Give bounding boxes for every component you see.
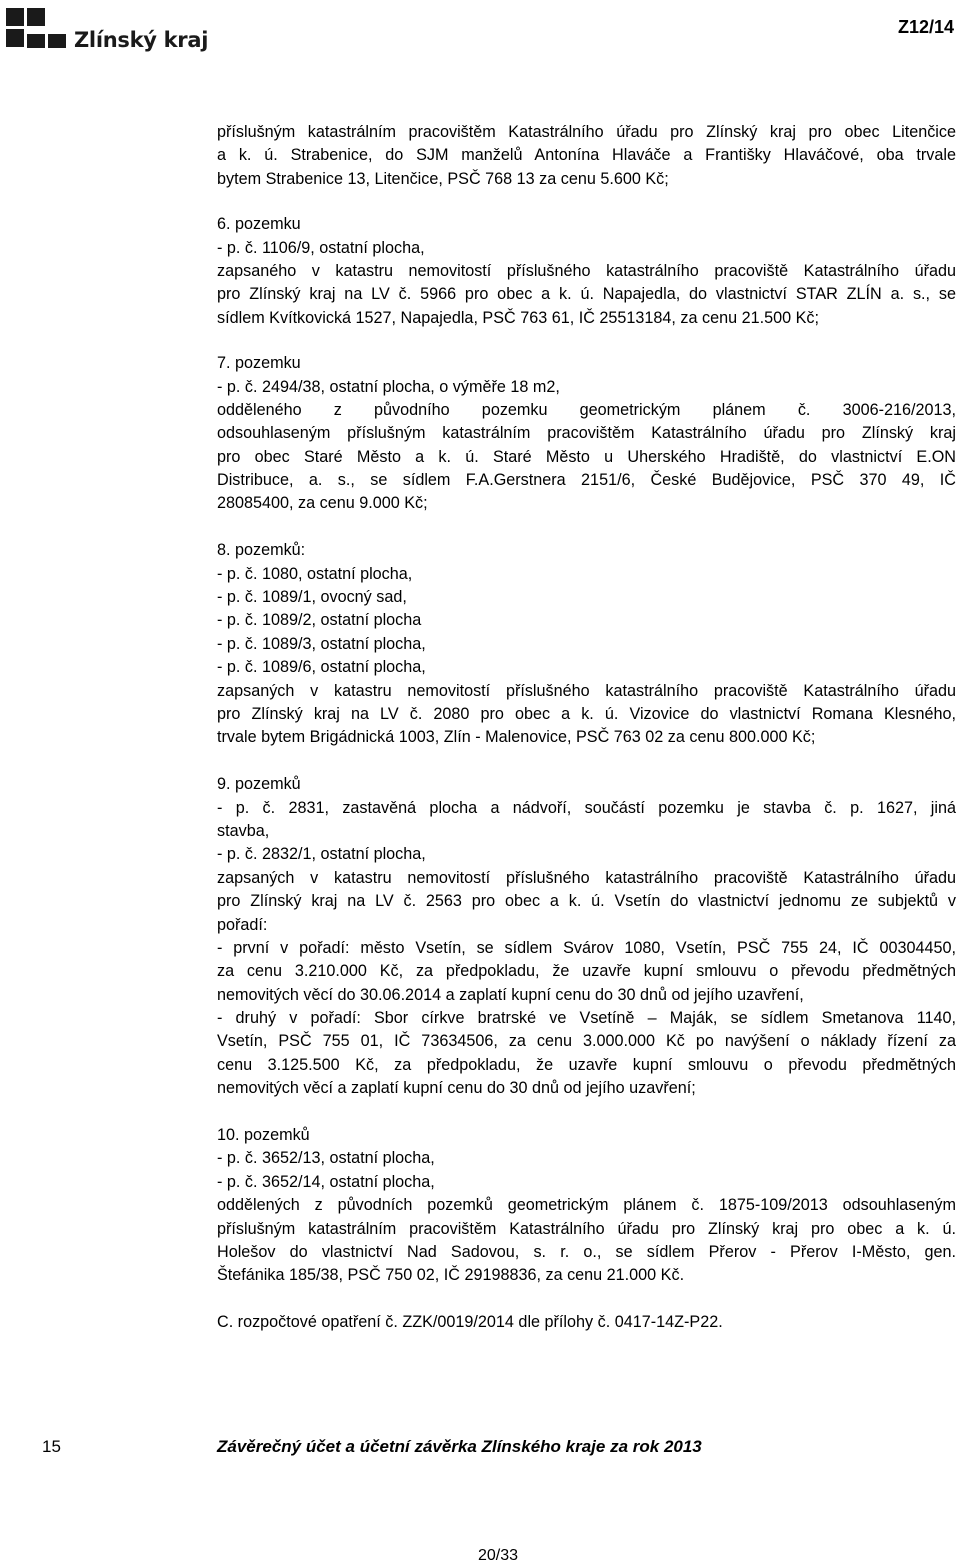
body-line: pořadí:: [217, 915, 268, 934]
body-line: 6. pozemku: [217, 215, 301, 234]
body-line: - p. č. 3652/13, ostatní plocha,: [217, 1149, 435, 1168]
body-line: - p. č. 2831, zastavěná plocha a nádvoří, součástí pozemku je stavba č. p. 1627, jiná: [217, 798, 956, 817]
body-line: - p. č. 1089/6, ostatní plocha,: [217, 658, 426, 677]
body-line: - p. č. 2494/38, ostatní plocha, o výměře 18 m2,: [217, 377, 560, 396]
document-code: Z12/14: [897, 17, 954, 37]
page-number: 20/33: [478, 1547, 519, 1564]
body-line: 10. pozemků: [217, 1126, 310, 1145]
logo-text: Zlínský kraj: [74, 28, 209, 52]
body-line: pro Zlínský kraj na LV č. 2080 pro obec a k. ú. Vizovice do vlastnictví Romana Klesného,: [217, 704, 956, 723]
body-line: - druhý v pořadí: Sbor církve bratrské ve Vsetíně – Maják, se sídlem Smetanova 1140,: [217, 1009, 956, 1028]
body-line: sídlem Kvítkovická 1527, Napajedla, PSČ 763 61, IČ 25513184, za cenu 21.500 Kč;: [217, 308, 820, 327]
body-line: - p. č. 1080, ostatní plocha,: [217, 564, 413, 583]
body-line: 28085400, za cenu 9.000 Kč;: [217, 494, 428, 513]
footer-title: Závěrečný účet a účetní závěrka Zlínského kraje za rok 2013: [217, 1437, 702, 1456]
body-line: oddělených z původních pozemků geometrickým plánem č. 1875-109/2013 odsouhlaseným: [217, 1196, 956, 1215]
body-line: - p. č. 2832/1, ostatní plocha,: [217, 845, 426, 864]
body-line: nemovitých věcí do 30.06.2014 a zaplatí kupní cenu do 30 dnů od jejího uzavření,: [217, 985, 804, 1004]
body-line: odděleného z původního pozemku geometrickým plánem č. 3006-216/2013,: [217, 400, 956, 419]
body-line: - p. č. 1089/1, ovocný sad,: [217, 588, 407, 607]
body-line: - p. č. 1106/9, ostatní plocha,: [217, 238, 425, 257]
body-line: stavba,: [217, 821, 270, 840]
body-line: Vsetín, PSČ 755 01, IČ 73634506, za cenu 3.000.000 Kč po navýšení o náklady řízení za: [217, 1032, 956, 1051]
body-line: zapsaných v katastru nemovitostí příslušného katastrálního pracoviště Katastrálního úřadu: [217, 868, 956, 887]
body-line: a k. ú. Strabenice, do SJM manželů Antonína Hlaváče a Františky Hlaváčové, oba trvale: [217, 146, 956, 165]
body-line: příslušným katastrálním pracovištěm Katastrálního úřadu pro Zlínský kraj pro obec a k. ú.: [217, 1219, 956, 1238]
body-line: 9. pozemků: [217, 775, 301, 794]
body-line: - první v pořadí: město Vsetín, se sídlem Svárov 1080, Vsetín, PSČ 755 24, IČ 00304450,: [217, 938, 956, 957]
body-line: - p. č. 1089/3, ostatní plocha,: [217, 634, 426, 653]
document-body: [217, 121, 956, 1335]
body-line: pro Zlínský kraj na LV č. 5966 pro obec a k. ú. Napajedla, do vlastnictví STAR ZLÍN a. s., se: [217, 285, 956, 304]
body-line: cenu 3.125.500 Kč, za předpokladu, že uzavře kupní smlouvu o převodu předmětných: [217, 1055, 956, 1074]
body-line: Holešov do vlastnictví Nad Sadovou, s. r. o., se sídlem Přerov - Přerov I-Město, gen.: [217, 1242, 956, 1261]
body-line: zapsaných v katastru nemovitostí příslušného katastrálního pracoviště Katastrálního úřadu: [217, 681, 956, 700]
body-line: - p. č. 1089/2, ostatní plocha: [217, 611, 422, 630]
body-line: bytem Strabenice 13, Litenčice, PSČ 768 13 za cenu 5.600 Kč;: [217, 169, 669, 188]
body-line: - p. č. 3652/14, ostatní plocha,: [217, 1172, 435, 1191]
budget-measure-line: C. rozpočtové opatření č. ZZK/0019/2014 dle přílohy č. 0417-14Z-P22.: [217, 1313, 723, 1332]
body-line: pro obec Staré Město a k. ú. Staré Město u Uherského Hradiště, do vlastnictví E.ON: [217, 447, 956, 466]
body-line: Distribuce, a. s., se sídlem F.A.Gerstnera 2151/6, České Budějovice, PSČ 370 49, IČ: [217, 471, 956, 490]
body-line: odsouhlaseným příslušným katastrálním pracovištěm Katastrálního úřadu pro Zlínský kraj: [217, 424, 956, 443]
body-line: nemovitých věcí a zaplatí kupní cenu do 30 dnů od jejího uzavření;: [217, 1079, 696, 1098]
body-line: pro Zlínský kraj na LV č. 2563 pro obec a k. ú. Vsetín do vlastnictví jednomu ze subjektů v: [217, 892, 956, 911]
body-line: trvale bytem Brigádnická 1003, Zlín - Malenovice, PSČ 763 02 za cenu 800.000 Kč;: [217, 728, 816, 747]
body-line: zapsaného v katastru nemovitostí příslušného katastrálního pracoviště Katastrálního úřadu: [217, 261, 956, 280]
body-line: příslušným katastrálním pracovištěm Katastrálního úřadu pro Zlínský kraj pro obec Litenčice: [217, 123, 956, 141]
body-line: za cenu 3.210.000 Kč, za předpokladu, že uzavře kupní smlouvu o převodu předmětných: [217, 962, 956, 981]
logo-squares-icon: [6, 8, 66, 52]
body-line: Štefánika 185/38, PSČ 750 02, IČ 29198836, za cenu 21.000 Kč.: [217, 1266, 685, 1285]
footer-section-number: 15: [42, 1437, 61, 1456]
body-line: 8. pozemků:: [217, 541, 306, 560]
body-line: 7. pozemku: [217, 354, 301, 373]
